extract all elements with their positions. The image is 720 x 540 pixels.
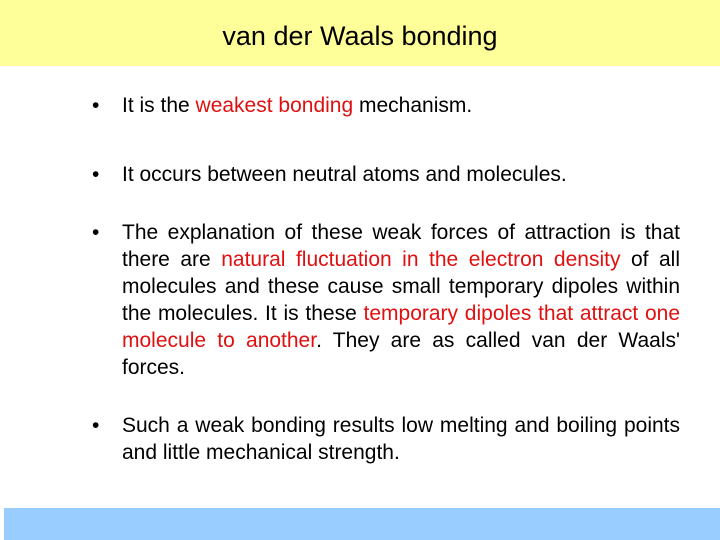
bullet-list [92,92,680,466]
slide-title: van der Waals bonding [222,21,498,51]
footer-band [4,508,720,540]
bullet-text: mechanism. [353,94,473,117]
bullet-item [92,161,680,188]
bullet-item [92,92,680,119]
bullet-text: The explanation of these weak forces of attraction is that there are [122,221,680,271]
highlight-text: weakest bonding [195,94,354,117]
bullet-text: It occurs between neutral atoms and molecules. [122,163,567,186]
bullet-item [92,412,680,466]
highlight-text: temporary dipoles that attract one molecule to another [122,302,680,352]
bullet-item [92,219,680,381]
bullet-text: Such a weak bonding results low melting and boiling points and little mechanical strength. [122,414,680,464]
bullet-text: It is the [122,94,196,117]
bullet-text: of all molecules and these cause small temporary dipoles within the molecules. It is these [122,248,680,325]
bullet-text: . They are as called van der Waals' forces. [122,329,680,379]
highlight-text: natural fluctuation in the electron density [221,248,621,271]
